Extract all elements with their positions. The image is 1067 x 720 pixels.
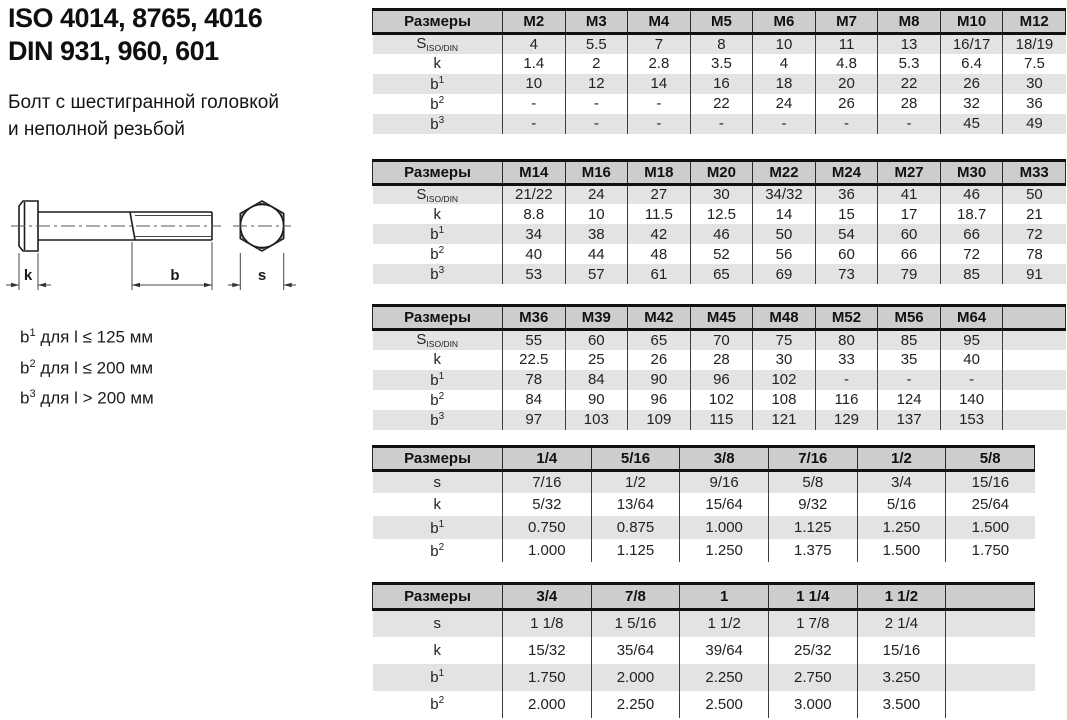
b-arrow-left bbox=[132, 283, 140, 288]
value-cell: 90 bbox=[628, 370, 691, 390]
empty-cell bbox=[1003, 370, 1066, 390]
value-cell: 6.4 bbox=[940, 54, 1003, 74]
value-cell: 2.750 bbox=[768, 664, 857, 691]
value-cell: 2.8 bbox=[628, 54, 691, 74]
size-column-header: 1 1/4 bbox=[768, 584, 857, 610]
value-cell: 42 bbox=[628, 224, 691, 244]
value-cell: 15/16 bbox=[857, 637, 946, 664]
value-cell: 10 bbox=[753, 34, 816, 54]
value-cell: 48 bbox=[628, 244, 691, 264]
value-cell: 1.250 bbox=[680, 539, 769, 562]
row-label: $b^1$ bbox=[373, 370, 503, 390]
value-cell: 46 bbox=[940, 184, 1003, 204]
size-column-header: M36 bbox=[503, 306, 566, 330]
value-cell: 17 bbox=[878, 204, 941, 224]
value-cell: 11 bbox=[815, 34, 878, 54]
size-column-header: M2 bbox=[503, 10, 566, 34]
value-cell: 18/19 bbox=[1003, 34, 1066, 54]
value-cell: 26 bbox=[940, 74, 1003, 94]
value-cell: 153 bbox=[940, 410, 1003, 430]
value-cell: 21/22 bbox=[503, 184, 566, 204]
row-label: $b^2$ bbox=[373, 244, 503, 264]
value-cell: 60 bbox=[815, 244, 878, 264]
table-row bbox=[373, 610, 1035, 637]
row-label: k bbox=[373, 637, 503, 664]
value-cell: 26 bbox=[628, 350, 691, 370]
size-column-header: M39 bbox=[565, 306, 628, 330]
value-cell: 24 bbox=[753, 94, 816, 114]
value-cell: 1.750 bbox=[946, 539, 1035, 562]
value-cell: 7/16 bbox=[503, 470, 592, 493]
table-row bbox=[373, 54, 1066, 74]
size-column-header: M5 bbox=[690, 10, 753, 34]
value-cell: 96 bbox=[628, 390, 691, 410]
table-row bbox=[373, 74, 1066, 94]
table-row bbox=[373, 470, 1035, 493]
value-cell: 3.000 bbox=[768, 691, 857, 718]
size-column-header: M56 bbox=[878, 306, 941, 330]
value-cell: 25/64 bbox=[946, 493, 1035, 516]
table-row bbox=[373, 637, 1035, 664]
value-cell: 15 bbox=[815, 204, 878, 224]
row-label: s bbox=[373, 610, 503, 637]
row-label: $S_{ISO/DIN}$ bbox=[373, 330, 503, 350]
size-column-header: M22 bbox=[753, 160, 816, 184]
value-cell: - bbox=[628, 94, 691, 114]
value-cell: 14 bbox=[753, 204, 816, 224]
value-cell: 97 bbox=[503, 410, 566, 430]
value-cell: 2.000 bbox=[591, 664, 680, 691]
value-cell: - bbox=[503, 94, 566, 114]
value-cell: 61 bbox=[628, 264, 691, 284]
table-row bbox=[373, 34, 1066, 54]
value-cell: 8.8 bbox=[503, 204, 566, 224]
table-row bbox=[373, 664, 1035, 691]
value-cell: 57 bbox=[565, 264, 628, 284]
note-b1: $b^1$ для l ≤ 125 мм bbox=[20, 327, 154, 347]
row-label: $S_{ISO/DIN}$ bbox=[373, 184, 503, 204]
row-label: $b^3$ bbox=[373, 264, 503, 284]
size-column-header: 1/4 bbox=[503, 446, 592, 470]
value-cell: 15/64 bbox=[680, 493, 769, 516]
value-cell: 1.750 bbox=[503, 664, 592, 691]
value-cell: 72 bbox=[940, 244, 1003, 264]
value-cell: 50 bbox=[753, 224, 816, 244]
value-cell: 1 1/2 bbox=[680, 610, 769, 637]
tables-panel bbox=[372, 8, 1067, 718]
value-cell: 90 bbox=[565, 390, 628, 410]
metric-table-m2-m12 bbox=[372, 8, 1066, 134]
value-cell: 60 bbox=[565, 330, 628, 350]
row-label: k bbox=[373, 493, 503, 516]
value-cell: 1.500 bbox=[857, 539, 946, 562]
value-cell: 116 bbox=[815, 390, 878, 410]
table-row bbox=[373, 330, 1066, 350]
value-cell: 22 bbox=[690, 94, 753, 114]
value-cell: 30 bbox=[1003, 74, 1066, 94]
value-cell: - bbox=[565, 114, 628, 134]
value-cell: - bbox=[940, 370, 1003, 390]
value-cell: 46 bbox=[690, 224, 753, 244]
value-cell: 1.500 bbox=[946, 516, 1035, 539]
value-cell: 10 bbox=[503, 74, 566, 94]
empty-cell bbox=[946, 664, 1035, 691]
row-label: k bbox=[373, 54, 503, 74]
value-cell: 3.500 bbox=[857, 691, 946, 718]
table-row bbox=[373, 204, 1066, 224]
value-cell: 35 bbox=[878, 350, 941, 370]
value-cell: 55 bbox=[503, 330, 566, 350]
size-column-header: 1/2 bbox=[857, 446, 946, 470]
value-cell: 103 bbox=[565, 410, 628, 430]
value-cell: 75 bbox=[753, 330, 816, 350]
value-cell: 13 bbox=[878, 34, 941, 54]
value-cell: 16 bbox=[690, 74, 753, 94]
size-column-header: 1 bbox=[680, 584, 769, 610]
size-column-header: M27 bbox=[878, 160, 941, 184]
metric-table-m36-m64 bbox=[372, 304, 1066, 430]
row-label: k bbox=[373, 204, 503, 224]
value-cell: 69 bbox=[753, 264, 816, 284]
value-cell: 40 bbox=[940, 350, 1003, 370]
size-column-header: M7 bbox=[815, 10, 878, 34]
value-cell: 25 bbox=[565, 350, 628, 370]
size-column-header: M6 bbox=[753, 10, 816, 34]
size-column-header: M10 bbox=[940, 10, 1003, 34]
product-description: Болт с шестигранной головкой и неполной резьбой bbox=[8, 92, 279, 140]
value-cell: - bbox=[503, 114, 566, 134]
value-cell: 65 bbox=[690, 264, 753, 284]
table-row bbox=[373, 410, 1066, 430]
empty-cell bbox=[1003, 330, 1066, 350]
value-cell: 28 bbox=[878, 94, 941, 114]
value-cell: 4 bbox=[753, 54, 816, 74]
s-arrow-right bbox=[284, 283, 292, 288]
value-cell: 121 bbox=[753, 410, 816, 430]
value-cell: 35/64 bbox=[591, 637, 680, 664]
size-column-header: M45 bbox=[690, 306, 753, 330]
value-cell: 18.7 bbox=[940, 204, 1003, 224]
value-cell: 3.250 bbox=[857, 664, 946, 691]
value-cell: 102 bbox=[753, 370, 816, 390]
empty-cell bbox=[1003, 350, 1066, 370]
metric-table-m14-m33 bbox=[372, 159, 1066, 285]
bolt-drawing-svg bbox=[5, 192, 315, 310]
b-dim-label: b bbox=[170, 267, 180, 284]
value-cell: 38 bbox=[565, 224, 628, 244]
size-column-header: M18 bbox=[628, 160, 691, 184]
info-panel bbox=[8, 2, 368, 143]
value-cell: 102 bbox=[690, 390, 753, 410]
value-cell: 22 bbox=[878, 74, 941, 94]
value-cell: 115 bbox=[690, 410, 753, 430]
empty-header bbox=[1003, 306, 1066, 330]
value-cell: 5.5 bbox=[565, 34, 628, 54]
value-cell: 0.875 bbox=[591, 516, 680, 539]
value-cell: 44 bbox=[565, 244, 628, 264]
table-row bbox=[373, 493, 1035, 516]
value-cell: 26 bbox=[815, 94, 878, 114]
size-column-header: 1 1/2 bbox=[857, 584, 946, 610]
value-cell: - bbox=[565, 94, 628, 114]
empty-cell bbox=[946, 691, 1035, 718]
value-cell: 54 bbox=[815, 224, 878, 244]
value-cell: 84 bbox=[565, 370, 628, 390]
value-cell: 1.125 bbox=[591, 539, 680, 562]
s-arrow-left bbox=[232, 283, 240, 288]
value-cell: 2.500 bbox=[680, 691, 769, 718]
value-cell: 30 bbox=[690, 184, 753, 204]
value-cell: 3/4 bbox=[857, 470, 946, 493]
value-cell: - bbox=[878, 114, 941, 134]
row-label: $b^2$ bbox=[373, 691, 503, 718]
value-cell: 85 bbox=[878, 330, 941, 350]
value-cell: 45 bbox=[940, 114, 1003, 134]
size-column-header: M33 bbox=[1003, 160, 1066, 184]
value-cell: - bbox=[815, 370, 878, 390]
row-label: $b^1$ bbox=[373, 224, 503, 244]
value-cell: 70 bbox=[690, 330, 753, 350]
value-cell: 1.125 bbox=[768, 516, 857, 539]
row-label: $b^2$ bbox=[373, 390, 503, 410]
value-cell: 53 bbox=[503, 264, 566, 284]
value-cell: 140 bbox=[940, 390, 1003, 410]
bolt-technical-drawing bbox=[5, 192, 315, 310]
value-cell: 14 bbox=[628, 74, 691, 94]
table-row bbox=[373, 350, 1066, 370]
value-cell: 5.3 bbox=[878, 54, 941, 74]
value-cell: 32 bbox=[940, 94, 1003, 114]
value-cell: 2 bbox=[565, 54, 628, 74]
value-cell: 72 bbox=[1003, 224, 1066, 244]
value-cell: 10 bbox=[565, 204, 628, 224]
value-cell: 91 bbox=[1003, 264, 1066, 284]
value-cell: 11.5 bbox=[628, 204, 691, 224]
size-column-header: M4 bbox=[628, 10, 691, 34]
value-cell: 2 1/4 bbox=[857, 610, 946, 637]
size-column-header: M24 bbox=[815, 160, 878, 184]
value-cell: 12 bbox=[565, 74, 628, 94]
note-b2: $b^2$ для l ≤ 200 мм bbox=[20, 357, 154, 378]
value-cell: 108 bbox=[753, 390, 816, 410]
value-cell: 1.375 bbox=[768, 539, 857, 562]
size-column-header: 7/8 bbox=[591, 584, 680, 610]
value-cell: 129 bbox=[815, 410, 878, 430]
value-cell: 80 bbox=[815, 330, 878, 350]
value-cell: 40 bbox=[503, 244, 566, 264]
value-cell: - bbox=[628, 114, 691, 134]
table-row bbox=[373, 370, 1066, 390]
value-cell: 1 7/8 bbox=[768, 610, 857, 637]
value-cell: 124 bbox=[878, 390, 941, 410]
row-label: $b^3$ bbox=[373, 410, 503, 430]
din-standards-title: DIN 931, 960, 601 bbox=[8, 36, 219, 66]
value-cell: 1.000 bbox=[503, 539, 592, 562]
size-column-header: M52 bbox=[815, 306, 878, 330]
empty-cell bbox=[946, 610, 1035, 637]
row-label: k bbox=[373, 350, 503, 370]
value-cell: 9/16 bbox=[680, 470, 769, 493]
value-cell: 2.000 bbox=[503, 691, 592, 718]
table-row bbox=[373, 691, 1035, 718]
value-cell: 66 bbox=[940, 224, 1003, 244]
value-cell: 1.4 bbox=[503, 54, 566, 74]
value-cell: 1.000 bbox=[680, 516, 769, 539]
k-arrow-left bbox=[11, 283, 19, 288]
size-column-header: 5/16 bbox=[591, 446, 680, 470]
value-cell: 4.8 bbox=[815, 54, 878, 74]
value-cell: 24 bbox=[565, 184, 628, 204]
row-label: $b^2$ bbox=[373, 539, 503, 562]
value-cell: 96 bbox=[690, 370, 753, 390]
table-row bbox=[373, 224, 1066, 244]
value-cell: 85 bbox=[940, 264, 1003, 284]
value-cell: 16/17 bbox=[940, 34, 1003, 54]
size-column-header: M20 bbox=[690, 160, 753, 184]
row-label: $S_{ISO/DIN}$ bbox=[373, 34, 503, 54]
row-label: $b^3$ bbox=[373, 114, 503, 134]
size-column-header: M48 bbox=[753, 306, 816, 330]
size-column-header: M16 bbox=[565, 160, 628, 184]
value-cell: 20 bbox=[815, 74, 878, 94]
value-cell: 30 bbox=[753, 350, 816, 370]
value-cell: 33 bbox=[815, 350, 878, 370]
value-cell: 3.5 bbox=[690, 54, 753, 74]
value-cell: 5/32 bbox=[503, 493, 592, 516]
value-cell: 41 bbox=[878, 184, 941, 204]
length-notes bbox=[20, 320, 154, 412]
size-column-header: M12 bbox=[1003, 10, 1066, 34]
value-cell: 36 bbox=[815, 184, 878, 204]
size-column-header: 3/4 bbox=[503, 584, 592, 610]
inch-table-quarter-to-fiveeighths bbox=[372, 445, 1035, 563]
value-cell: 34 bbox=[503, 224, 566, 244]
value-cell: 49 bbox=[1003, 114, 1066, 134]
value-cell: 9/32 bbox=[768, 493, 857, 516]
value-cell: 84 bbox=[503, 390, 566, 410]
value-cell: 52 bbox=[690, 244, 753, 264]
table-row bbox=[373, 264, 1066, 284]
empty-cell bbox=[946, 637, 1035, 664]
value-cell: 0.750 bbox=[503, 516, 592, 539]
iso-standards-title: ISO 4014, 8765, 4016 bbox=[8, 3, 263, 33]
table-row bbox=[373, 94, 1066, 114]
table-row bbox=[373, 184, 1066, 204]
size-column-header: M14 bbox=[503, 160, 566, 184]
value-cell: 65 bbox=[628, 330, 691, 350]
value-cell: 15/32 bbox=[503, 637, 592, 664]
s-dim-label: s bbox=[257, 267, 267, 284]
empty-cell bbox=[1003, 390, 1066, 410]
size-column-header: M30 bbox=[940, 160, 1003, 184]
empty-cell bbox=[1003, 410, 1066, 430]
value-cell: - bbox=[690, 114, 753, 134]
k-dim-label: k bbox=[23, 267, 33, 284]
value-cell: 1 1/8 bbox=[503, 610, 592, 637]
value-cell: 1 5/16 bbox=[591, 610, 680, 637]
value-cell: - bbox=[878, 370, 941, 390]
value-cell: 78 bbox=[1003, 244, 1066, 264]
row-label: $b^1$ bbox=[373, 664, 503, 691]
value-cell: - bbox=[753, 114, 816, 134]
empty-header bbox=[946, 584, 1035, 610]
value-cell: 8 bbox=[690, 34, 753, 54]
value-cell: 95 bbox=[940, 330, 1003, 350]
value-cell: 50 bbox=[1003, 184, 1066, 204]
value-cell: 66 bbox=[878, 244, 941, 264]
value-cell: 22.5 bbox=[503, 350, 566, 370]
size-column-header: 5/8 bbox=[946, 446, 1035, 470]
corner-header: Размеры bbox=[373, 446, 503, 470]
value-cell: 5/16 bbox=[857, 493, 946, 516]
value-cell: 73 bbox=[815, 264, 878, 284]
value-cell: 7.5 bbox=[1003, 54, 1066, 74]
value-cell: 79 bbox=[878, 264, 941, 284]
value-cell: 60 bbox=[878, 224, 941, 244]
table-row bbox=[373, 244, 1066, 264]
size-column-header: M42 bbox=[628, 306, 691, 330]
note-b3: $b^3$ для l > 200 мм bbox=[20, 388, 154, 408]
value-cell: 78 bbox=[503, 370, 566, 390]
row-label: $b^1$ bbox=[373, 516, 503, 539]
value-cell: 28 bbox=[690, 350, 753, 370]
corner-header: Размеры bbox=[373, 10, 503, 34]
value-cell: 137 bbox=[878, 410, 941, 430]
inch-table-threequarters-to-oneandhalf bbox=[372, 582, 1035, 718]
corner-header: Размеры bbox=[373, 306, 503, 330]
size-column-header: 7/16 bbox=[768, 446, 857, 470]
value-cell: 25/32 bbox=[768, 637, 857, 664]
corner-header: Размеры bbox=[373, 584, 503, 610]
value-cell: 13/64 bbox=[591, 493, 680, 516]
value-cell: 2.250 bbox=[591, 691, 680, 718]
value-cell: - bbox=[815, 114, 878, 134]
table-row bbox=[373, 114, 1066, 134]
value-cell: 39/64 bbox=[680, 637, 769, 664]
value-cell: 56 bbox=[753, 244, 816, 264]
value-cell: 27 bbox=[628, 184, 691, 204]
value-cell: 1/2 bbox=[591, 470, 680, 493]
table-row bbox=[373, 516, 1035, 539]
k-arrow-right bbox=[38, 283, 46, 288]
b-arrow-right bbox=[204, 283, 212, 288]
size-column-header: M8 bbox=[878, 10, 941, 34]
value-cell: 109 bbox=[628, 410, 691, 430]
value-cell: 5/8 bbox=[768, 470, 857, 493]
value-cell: 4 bbox=[503, 34, 566, 54]
value-cell: 15/16 bbox=[946, 470, 1035, 493]
table-row bbox=[373, 539, 1035, 562]
value-cell: 7 bbox=[628, 34, 691, 54]
value-cell: 34/32 bbox=[753, 184, 816, 204]
size-column-header: M64 bbox=[940, 306, 1003, 330]
value-cell: 1.250 bbox=[857, 516, 946, 539]
value-cell: 18 bbox=[753, 74, 816, 94]
value-cell: 2.250 bbox=[680, 664, 769, 691]
row-label: s bbox=[373, 470, 503, 493]
value-cell: 36 bbox=[1003, 94, 1066, 114]
corner-header: Размеры bbox=[373, 160, 503, 184]
value-cell: 12.5 bbox=[690, 204, 753, 224]
row-label: $b^2$ bbox=[373, 94, 503, 114]
size-column-header: 3/8 bbox=[680, 446, 769, 470]
size-column-header: M3 bbox=[565, 10, 628, 34]
table-row bbox=[373, 390, 1066, 410]
value-cell: 21 bbox=[1003, 204, 1066, 224]
row-label: $b^1$ bbox=[373, 74, 503, 94]
